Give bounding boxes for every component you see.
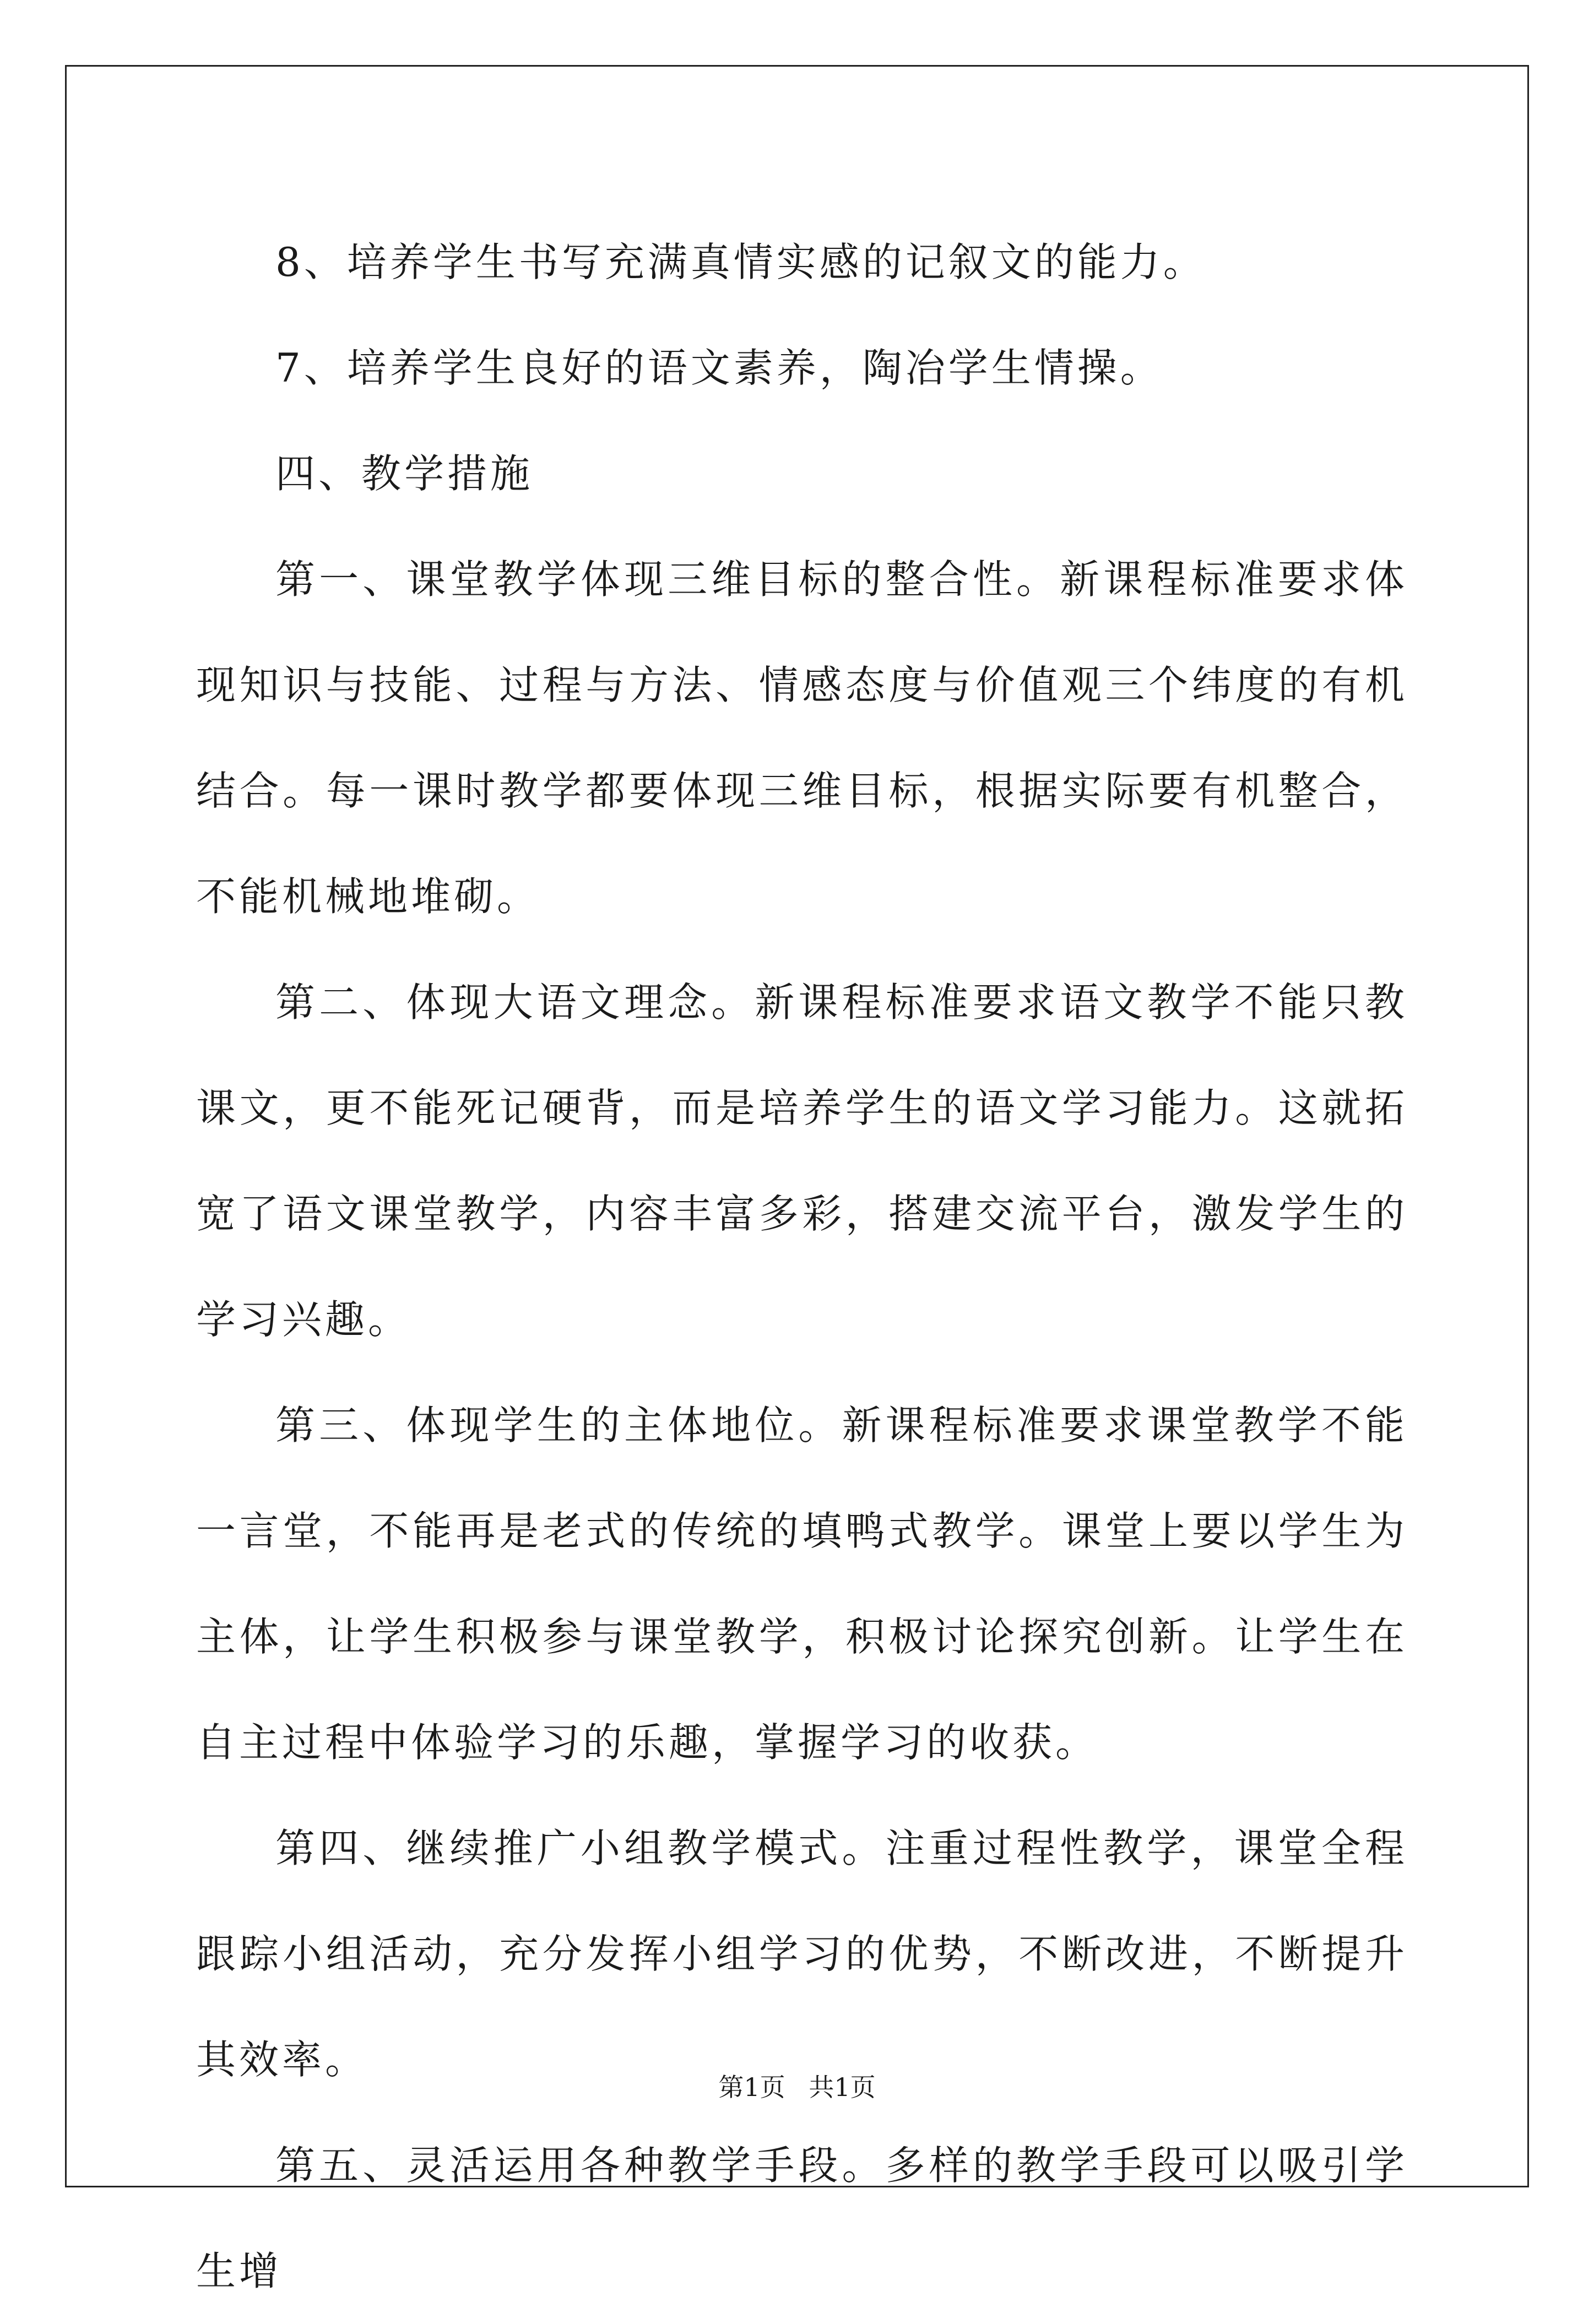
section-heading: 四、教学措施 — [275, 450, 534, 497]
paragraph: 第二、体现大语文理念。新课程标准要求语文教学不能只教课文，更不能死记硬背，而是培养学生的语文学习能力。这就拓宽了语文课堂教学，内容丰富多彩，搭建交流平台，激发学生的学习兴趣。 — [196, 979, 1408, 1343]
paragraph: 第三、体现学生的主体地位。新课程标准要求课堂教学不能一言堂，不能再是老式的传统的填鸭式教学。课堂上要以学生为主体，让学生积极参与课堂教学，积极讨论探究创新。让学生在自主过程中体验学习的乐趣，掌握学习的收获。 — [196, 1402, 1408, 1766]
page-footer — [0, 2071, 1594, 2104]
paragraph: 第五、灵活运用各种教学手段。多样的教学手段可以吸引学生增 — [196, 2142, 1408, 2294]
page-total: 共1页 — [809, 2072, 876, 2102]
document-body — [196, 209, 1408, 2324]
paragraph: 第四、继续推广小组教学模式。注重过程性教学，课堂全程跟踪小组活动，充分发挥小组学习的优势，不断改进，不断提升其效率。 — [196, 1825, 1408, 2083]
paragraph: 8、培养学生书写充满真情实感的记叙文的能力。 — [275, 239, 1206, 285]
paragraph: 7、培养学生良好的语文素养，陶冶学生情操。 — [275, 345, 1163, 391]
paragraph: 第一、课堂教学体现三维目标的整合性。新课程标准要求体现知识与技能、过程与方法、情感态度与价值观三个纬度的有机结合。每一课时教学都要体现三维目标，根据实际要有机整合，不能机械地堆砌。 — [196, 556, 1408, 920]
page-number: 第1页 — [718, 2072, 785, 2102]
